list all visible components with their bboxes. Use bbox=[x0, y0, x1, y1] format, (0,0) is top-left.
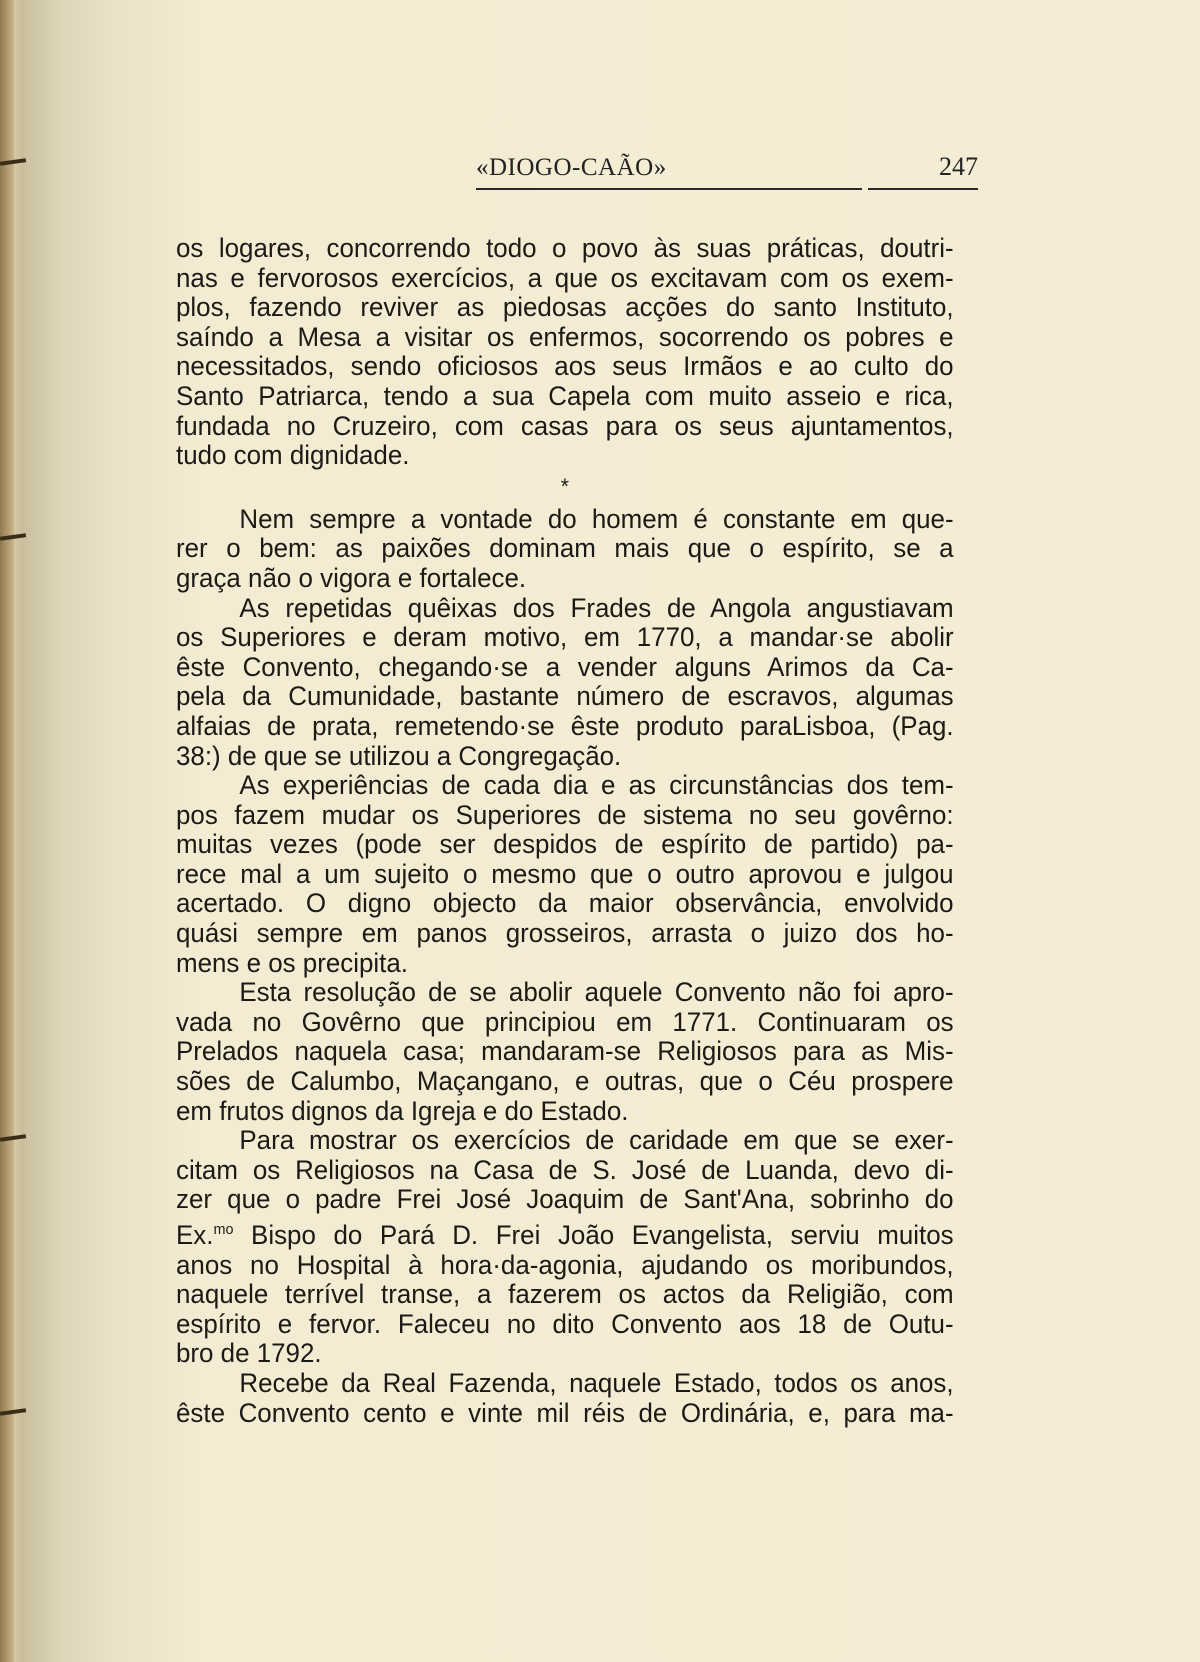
text-line: pos fazem mudar os Superiores de sistema no seu govêrno: bbox=[176, 799, 954, 830]
text-line: sões de Calumbo, Maçangano, e outras, que o Céu prospere bbox=[176, 1066, 954, 1097]
body-text bbox=[176, 234, 954, 1428]
page-number: 247 bbox=[939, 152, 978, 181]
text-line: Ex.$^{mo}$ Bispo do Pará D. Frei João Evangelista, serviu muitos bbox=[176, 1220, 954, 1250]
text-line: graça não o vigora e fortalece. bbox=[176, 562, 527, 593]
text-line: Nem sempre a vontade do homem é constante em que- bbox=[239, 503, 954, 534]
text-line: alfaias de prata, remetendo·se êste produto paraLisboa, (Pag. bbox=[176, 710, 954, 741]
text-line: Para mostrar os exercícios de caridade em que se exer- bbox=[239, 1125, 954, 1156]
header-rule bbox=[476, 188, 862, 190]
text-line: bro de 1792. bbox=[176, 1338, 322, 1369]
text-line: rece mal a um sujeito o mesmo que o outro aprovou e julgou bbox=[176, 858, 954, 889]
running-title: «DIOGO-CAÃO» bbox=[476, 154, 667, 181]
text-line: zer que o padre Frei José Joaquim de Sant'Ana, sobrinho do bbox=[176, 1184, 954, 1215]
text-line: êste Convento cento e vinte mil réis de Ordinária, e, para ma- bbox=[176, 1397, 954, 1428]
text-line: fundada no Cruzeiro, com casas para os seus ajuntamentos, bbox=[176, 410, 954, 441]
text-line: Santo Patriarca, tendo a sua Capela com muito asseio e rica, bbox=[176, 380, 954, 411]
text-line: vada no Govêrno que principiou em 1771. Continuaram os bbox=[176, 1006, 954, 1037]
text-line: citam os Religiosos na Casa de S. José de Luanda, devo di- bbox=[176, 1154, 954, 1185]
text-line: anos no Hospital à hora·da-agonia, ajudando os moribundos, bbox=[176, 1249, 954, 1280]
text-line: saíndo a Mesa a visitar os enfermos, socorrendo os pobres e bbox=[176, 321, 954, 352]
text-line: nas e fervorosos exercícios, a que os excitavam com os exem- bbox=[176, 262, 954, 293]
text-line: êste Convento, chegando·se a vender alguns Arimos da Ca- bbox=[176, 651, 954, 682]
text-line: 38:) de que se utilizou a Congregação. bbox=[176, 740, 622, 771]
text-line: As repetidas quêixas dos Frades de Angola angustiavam bbox=[239, 592, 954, 623]
text-line: espírito e fervor. Faleceu no dito Convento aos 18 de Outu- bbox=[176, 1308, 954, 1339]
text-line: Prelados naquela casa; mandaram-se Religiosos para as Mis- bbox=[176, 1036, 954, 1067]
text-line: Esta resolução de se abolir aquele Convento não foi apro- bbox=[239, 977, 954, 1008]
section-separator: * bbox=[560, 473, 569, 499]
text-line: Recebe da Real Fazenda, naquele Estado, todos os anos, bbox=[239, 1367, 954, 1398]
text-line: rer o bem: as paixões dominam mais que o espírito, se a bbox=[176, 533, 954, 564]
text-line: tudo com dignidade. bbox=[176, 440, 410, 471]
text-line: muitas vezes (pode ser despidos de espírito de partido) pa- bbox=[176, 829, 954, 860]
text-line: necessitados, sendo oficiosos aos seus Irmãos e ao culto do bbox=[176, 351, 954, 382]
text-line: pela da Cumunidade, bastante número de escravos, algumas bbox=[176, 681, 954, 712]
text-line: quási sempre em panos grosseiros, arrasta o juizo dos ho- bbox=[176, 918, 954, 949]
text-line: os logares, concorrendo todo o povo às suas práticas, doutri- bbox=[176, 233, 954, 263]
text-line: acertado. O digno objecto da maior observância, envolvido bbox=[176, 888, 954, 919]
text-line: os Superiores e deram motivo, em 1770, a mandar·se abolir bbox=[176, 622, 954, 653]
running-header bbox=[476, 150, 978, 194]
text-line: mens e os precipita. bbox=[176, 947, 408, 978]
text-line: naquele terrível transe, a fazerem os actos da Religião, com bbox=[176, 1279, 954, 1310]
text-line: em frutos dignos da Igreja e do Estado. bbox=[176, 1095, 629, 1126]
text-line: As experiências de cada dia e as circunstâncias dos tem- bbox=[239, 770, 954, 801]
text-line: plos, fazendo reviver as piedosas acções do santo Instituto, bbox=[176, 292, 954, 323]
header-rule bbox=[868, 188, 978, 190]
